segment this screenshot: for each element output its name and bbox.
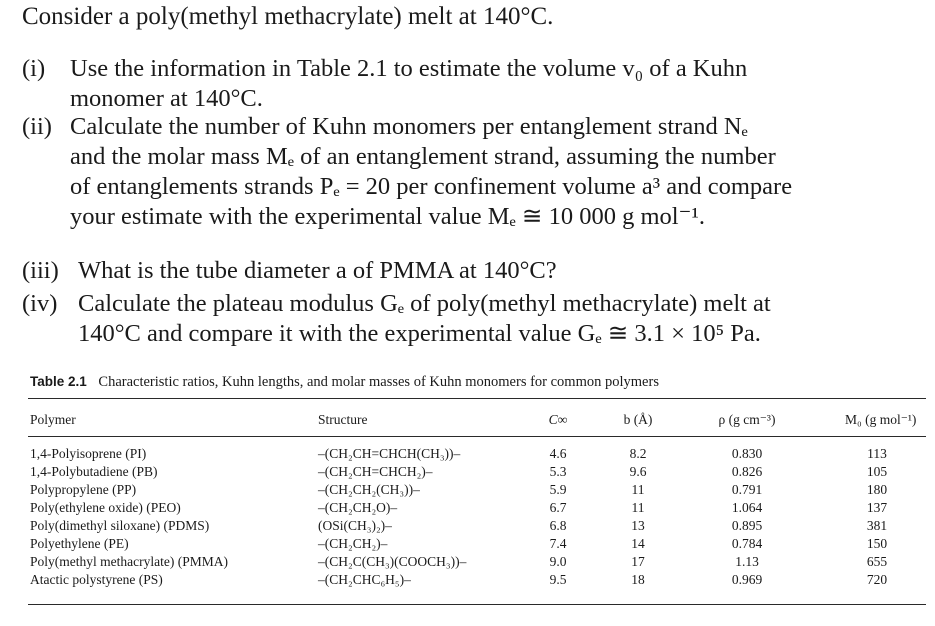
cell-rho: 0.830 xyxy=(731,446,763,461)
cell-polymer: 1,4-Polybutadiene (PB) xyxy=(30,464,158,479)
cell-rho: 0.791 xyxy=(731,482,763,497)
cell-polymer: Poly(ethylene oxide) (PEO) xyxy=(30,500,181,515)
cell-b: 9.6 xyxy=(629,464,647,479)
problem-intro: Consider a poly(methyl methacrylate) melt at 140°C. xyxy=(22,3,554,30)
part-line: of entanglements strands Pₑ = 20 per confinement volume a³ and compare xyxy=(70,173,793,200)
col-header-m0: M₀ (g mol⁻¹) xyxy=(845,412,917,427)
cell-b: 13 xyxy=(631,518,645,533)
cell-m0: 381 xyxy=(866,518,888,533)
cell-b: 11 xyxy=(631,482,645,497)
part-number: (ii) xyxy=(22,113,52,140)
part-line: monomer at 140°C. xyxy=(70,85,263,112)
cell-structure: –(CH₂CH₂)– xyxy=(318,536,388,551)
col-header-b: b (Å) xyxy=(623,412,653,427)
cell-polymer: Polypropylene (PP) xyxy=(30,482,137,497)
cell-c-inf: 9.5 xyxy=(549,572,567,587)
cell-structure: (OSi(CH₃)₂)– xyxy=(318,518,392,533)
cell-c-inf: 5.9 xyxy=(549,482,567,497)
cell-structure: –(CH₂CH₂(CH₃))– xyxy=(318,482,420,497)
cell-rho: 0.969 xyxy=(731,572,763,587)
part-number: (iv) xyxy=(22,290,58,317)
cell-rho: 0.826 xyxy=(731,464,763,479)
cell-c-inf: 5.3 xyxy=(549,464,567,479)
col-header-c-inf: C∞ xyxy=(548,412,568,427)
cell-c-inf: 6.8 xyxy=(549,518,567,533)
cell-b: 18 xyxy=(631,572,645,587)
cell-m0: 137 xyxy=(866,500,888,515)
part-line: your estimate with the experimental value Mₑ ≅ 10 000 g mol⁻¹. xyxy=(70,203,705,230)
part-line: What is the tube diameter a of PMMA at 140°C? xyxy=(78,257,557,284)
table-top-rule xyxy=(28,398,926,399)
part-line: Calculate the plateau modulus Gₑ of poly(methyl methacrylate) melt at xyxy=(78,290,771,317)
cell-rho: 1.064 xyxy=(731,500,763,515)
cell-m0: 150 xyxy=(866,536,888,551)
cell-polymer: Poly(dimethyl siloxane) (PDMS) xyxy=(30,518,210,533)
table-row xyxy=(0,463,935,481)
table-caption-text: Characteristic ratios, Kuhn lengths, and molar masses of Kuhn monomers for common polymers xyxy=(98,374,659,390)
table-row xyxy=(0,571,935,589)
cell-polymer: 1,4-Polyisoprene (PI) xyxy=(30,446,147,461)
cell-polymer: Atactic polystyrene (PS) xyxy=(30,572,163,587)
part-line: and the molar mass Mₑ of an entanglement strand, assuming the number xyxy=(70,143,776,170)
cell-polymer: Poly(methyl methacrylate) (PMMA) xyxy=(30,554,228,569)
table-row xyxy=(0,481,935,499)
col-header-structure: Structure xyxy=(318,412,368,427)
cell-b: 14 xyxy=(631,536,645,551)
table-row xyxy=(0,553,935,571)
part-number: (iii) xyxy=(22,257,59,284)
table-label: Table 2.1 xyxy=(30,374,87,389)
cell-rho: 1.13 xyxy=(735,554,759,569)
col-header-rho: ρ (g cm⁻³) xyxy=(718,412,776,427)
cell-b: 8.2 xyxy=(629,446,647,461)
cell-b: 11 xyxy=(631,500,645,515)
cell-b: 17 xyxy=(631,554,645,569)
table-bottom-rule xyxy=(28,604,926,605)
table-caption xyxy=(30,374,659,391)
cell-rho: 0.895 xyxy=(731,518,763,533)
table-header-rule xyxy=(28,436,926,437)
cell-structure: –(CH₂C(CH₃)(COOCH₃))– xyxy=(318,554,467,569)
table-row xyxy=(0,535,935,553)
cell-polymer: Polyethylene (PE) xyxy=(30,536,129,551)
cell-structure: –(CH₂CH=CHCH₂)– xyxy=(318,464,433,479)
cell-structure: –(CH₂CH=CHCH(CH₃))– xyxy=(318,446,461,461)
col-header-polymer: Polymer xyxy=(30,412,76,427)
part-number: (i) xyxy=(22,55,46,82)
table-row xyxy=(0,499,935,517)
cell-m0: 105 xyxy=(866,464,888,479)
cell-m0: 655 xyxy=(866,554,888,569)
table-row xyxy=(0,445,935,463)
cell-m0: 180 xyxy=(866,482,888,497)
part-line: Calculate the number of Kuhn monomers per entanglement strand Nₑ xyxy=(70,113,748,140)
cell-m0: 113 xyxy=(867,446,887,461)
cell-structure: –(CH₂CHC₆H₅)– xyxy=(318,572,411,587)
cell-rho: 0.784 xyxy=(731,536,763,551)
cell-c-inf: 6.7 xyxy=(549,500,567,515)
cell-c-inf: 9.0 xyxy=(549,554,567,569)
table-row xyxy=(0,517,935,535)
part-line: 140°C and compare it with the experimental value Gₑ ≅ 3.1 × 10⁵ Pa. xyxy=(78,320,761,347)
cell-c-inf: 7.4 xyxy=(549,536,567,551)
cell-structure: –(CH₂CH₂O)– xyxy=(318,500,398,515)
cell-c-inf: 4.6 xyxy=(549,446,567,461)
cell-m0: 720 xyxy=(866,572,888,587)
part-line: Use the information in Table 2.1 to estimate the volume v₀ of a Kuhn xyxy=(70,55,748,82)
